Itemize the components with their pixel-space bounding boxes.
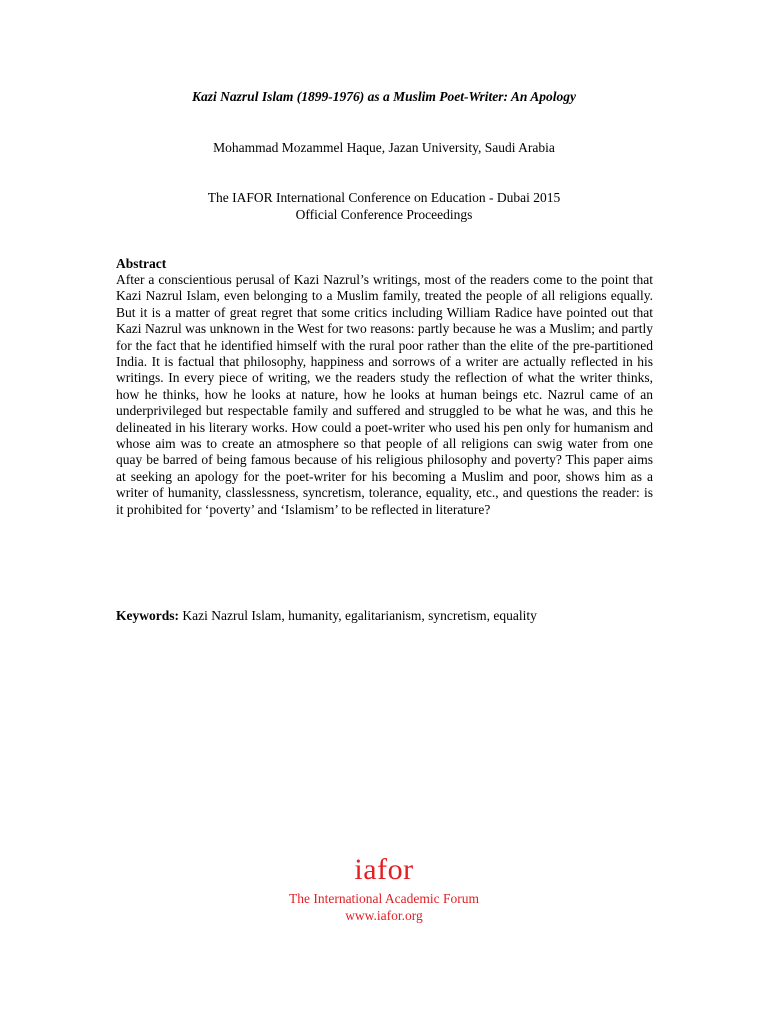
keywords-text: Kazi Nazrul Islam, humanity, egalitarianism, syncretism, equality bbox=[179, 608, 537, 623]
abstract-heading: Abstract bbox=[116, 256, 167, 271]
proceedings-label: Official Conference Proceedings bbox=[295, 207, 473, 222]
conference-info bbox=[0, 189, 768, 223]
abstract-body: After a conscientious perusal of Kazi Nazrul’s writings, most of the readers come to the point that Kazi Nazrul Islam, even belonging to a Muslim family, treated the people of all religions equally. But it is a matter of great regret that some critics including William Radice have pointed out that Kazi Nazrul was unknown in the West for two reasons: partly because he was a Muslim; and partly for the fact that he identified himself with the rural poor rather than the elite of the pre-partitioned India. It is factual that philosophy, happiness and sorrows of a writer are actually reflected in his writings. In every piece of writing, we the readers study the reflection of what the writer thinks, how he thinks, how he looks at nature, how he looks at human beings etc. Nazrul came of an underprivileged but respectable family and suffered and struggled to be what he was, and this he delineated in his literary works. How could a poet-writer who used his pen only for humanism and whose aim was to create an atmosphere so that people of all religions can swig water from one quay be barred of being famous because of his religious philosophy and poverty? This paper aims at seeking an apology for the poet-writer for his becoming a Muslim and poor, shows him as a writer of humanity, classlessness, syncretism, tolerance, equality, etc., and questions the reader: is it prohibited for ‘poverty’ and ‘Islamism’ to be reflected in literature? bbox=[116, 272, 653, 517]
keywords-label: Keywords: bbox=[116, 608, 179, 623]
author-line: Mohammad Mozammel Haque, Jazan University, Saudi Arabia bbox=[213, 140, 555, 155]
paper-title: Kazi Nazrul Islam (1899-1976) as a Muslim Poet-Writer: An Apology bbox=[192, 89, 576, 104]
conference-name: The IAFOR International Conference on Education - Dubai 2015 bbox=[207, 190, 561, 205]
iafor-logo: iafor bbox=[354, 853, 414, 886]
keywords-line bbox=[116, 607, 676, 624]
iafor-footer bbox=[0, 853, 768, 924]
iafor-url[interactable]: www.iafor.org bbox=[345, 908, 423, 923]
forum-name: The International Academic Forum bbox=[288, 891, 480, 906]
